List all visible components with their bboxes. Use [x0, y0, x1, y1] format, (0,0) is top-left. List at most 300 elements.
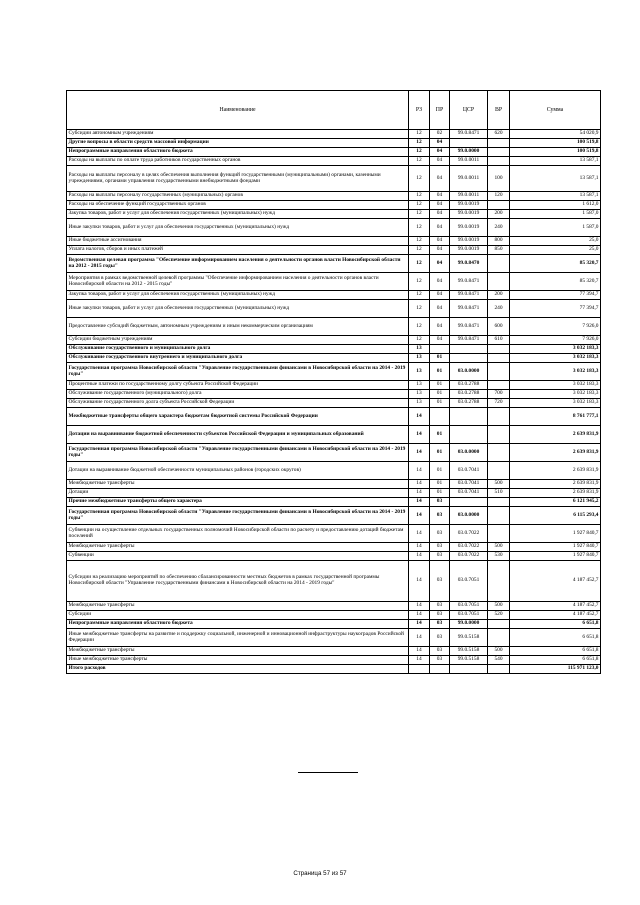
cell-name: Расходы на выплаты персоналу государственных (муниципальных) органов	[67, 192, 409, 201]
table-row	[67, 291, 601, 300]
cell-vr: 610	[488, 336, 510, 345]
cell-vr: 530	[488, 552, 510, 561]
cell-sum: 4 187 452,7	[510, 611, 601, 620]
cell-rz: 14	[409, 602, 430, 611]
cell-name: Субвенции на осуществление отдельных государственных полномочий Новосибирской области по расчету и предоставлению дотаций бюджетам поселений	[67, 525, 409, 543]
table-row	[67, 300, 601, 318]
cell-name: Государственная программа Новосибирской области "Управление государственными финансами в Новосибирской области на 2014 - 2019 годы"	[67, 507, 409, 525]
cell-name: Непрограммные направления областного бюджета	[67, 620, 409, 629]
cell-rz: 14	[409, 507, 430, 525]
cell-sum: 1 587,0	[510, 210, 601, 219]
cell-rz: 12	[409, 300, 430, 318]
expenditure-table	[66, 90, 601, 674]
table-row	[67, 462, 601, 480]
cell-pr: 03	[430, 525, 450, 543]
cell-pr	[430, 408, 450, 426]
cell-rz: 12	[409, 237, 430, 246]
end-rule	[298, 772, 358, 773]
cell-rz: 12	[409, 318, 430, 336]
header-vr: ВР	[488, 91, 510, 130]
cell-pr: 01	[430, 444, 450, 462]
cell-vr: 500	[488, 480, 510, 489]
cell-vr: 200	[488, 210, 510, 219]
cell-pr: 03	[430, 629, 450, 647]
cell-vr	[488, 408, 510, 426]
cell-csr: 99.0.5158	[450, 647, 488, 656]
cell-name: Дотации на выравнивание бюджетной обеспеченности субъектов Российской Федерации и муниципальных образований	[67, 426, 409, 444]
cell-csr: 03.0.7022	[450, 525, 488, 543]
table-row	[67, 390, 601, 399]
cell-pr: 04	[430, 192, 450, 201]
cell-vr	[488, 426, 510, 444]
total-pr	[430, 665, 450, 674]
cell-rz: 14	[409, 620, 430, 629]
cell-pr: 01	[430, 426, 450, 444]
cell-rz: 12	[409, 201, 430, 210]
cell-pr: 01	[430, 354, 450, 363]
header-rz: РЗ	[409, 91, 430, 130]
table-row	[67, 139, 601, 148]
table-row	[67, 480, 601, 489]
cell-sum: 4 187 452,7	[510, 602, 601, 611]
cell-rz: 14	[409, 498, 430, 507]
cell-csr: 03.0.2788	[450, 381, 488, 390]
cell-vr	[488, 444, 510, 462]
cell-sum: 1 612,0	[510, 201, 601, 210]
cell-pr: 04	[430, 201, 450, 210]
total-vr	[488, 665, 510, 674]
table-row	[67, 237, 601, 246]
table-row	[67, 354, 601, 363]
cell-name: Субсидии	[67, 611, 409, 620]
cell-rz: 14	[409, 543, 430, 552]
cell-pr: 03	[430, 620, 450, 629]
cell-name: Субсидии автономным учреждениям	[67, 130, 409, 139]
cell-sum: 1 927 840,7	[510, 552, 601, 561]
cell-pr: 01	[430, 480, 450, 489]
table-row	[67, 543, 601, 552]
table-row	[67, 210, 601, 219]
cell-vr	[488, 157, 510, 166]
cell-vr	[488, 201, 510, 210]
cell-name: Мероприятия в рамках ведомственной целевой программы "Обеспечение информированием населения о деятельности органов власти Новосибирской области на 2012 - 2015 годы"	[67, 273, 409, 291]
cell-pr: 04	[430, 219, 450, 237]
cell-csr	[450, 354, 488, 363]
cell-name: Ведомственная целевая программа "Обеспечение информированием населения о деятельности органов власти Новосибирской области на 2012 - 2015 годы"	[67, 255, 409, 273]
cell-rz: 12	[409, 246, 430, 255]
cell-sum: 85 320,7	[510, 273, 601, 291]
cell-sum: 6 115 293,4	[510, 507, 601, 525]
cell-vr	[488, 381, 510, 390]
cell-sum: 7 926,0	[510, 336, 601, 345]
cell-rz: 14	[409, 552, 430, 561]
table-row	[67, 192, 601, 201]
cell-rz: 14	[409, 426, 430, 444]
cell-name: Иные межбюджетные трансферты на развитие и поддержку социальной, инженерной и инновационной инфраструктуры наукоградов Российской Федерации	[67, 629, 409, 647]
table-row	[67, 166, 601, 192]
header-name: Наименование	[67, 91, 409, 130]
total-label: Итого расходов	[67, 665, 409, 674]
cell-csr: 99.0.5158	[450, 629, 488, 647]
cell-vr: 510	[488, 489, 510, 498]
cell-name: Субсидии на реализацию мероприятий по обеспечению сбалансированности местных бюджетов в рамках государственной программы Новосибирской области "Управление государственными финансами в Новосибирской области на 2014 - 2019 годы"	[67, 561, 409, 602]
header-pr: ПР	[430, 91, 450, 130]
cell-csr	[450, 345, 488, 354]
cell-pr: 02	[430, 130, 450, 139]
cell-sum: 85 320,7	[510, 255, 601, 273]
cell-vr	[488, 507, 510, 525]
cell-sum: 6 121 945,2	[510, 498, 601, 507]
cell-name: Обслуживание государственного внутреннего и муниципального долга	[67, 354, 409, 363]
cell-vr: 600	[488, 318, 510, 336]
cell-rz: 12	[409, 157, 430, 166]
cell-sum: 8 761 777,1	[510, 408, 601, 426]
cell-vr	[488, 462, 510, 480]
cell-vr	[488, 620, 510, 629]
cell-name: Межбюджетные трансферты	[67, 543, 409, 552]
cell-vr	[488, 255, 510, 273]
cell-pr: 01	[430, 399, 450, 408]
table-row	[67, 489, 601, 498]
cell-sum: 100 519,8	[510, 139, 601, 148]
cell-csr: 03.0.2788	[450, 390, 488, 399]
table-row	[67, 602, 601, 611]
cell-pr: 01	[430, 462, 450, 480]
cell-vr: 500	[488, 543, 510, 552]
total-row	[67, 665, 601, 674]
cell-sum: 3 032 183,3	[510, 363, 601, 381]
table-row	[67, 611, 601, 620]
cell-name: Обслуживание государственного долга субъекта Российской Федерации	[67, 399, 409, 408]
cell-pr: 03	[430, 543, 450, 552]
cell-name: Субвенции	[67, 552, 409, 561]
cell-csr	[450, 426, 488, 444]
cell-pr: 04	[430, 273, 450, 291]
cell-pr: 04	[430, 318, 450, 336]
table-row	[67, 201, 601, 210]
cell-rz: 13	[409, 345, 430, 354]
cell-rz: 14	[409, 408, 430, 426]
cell-sum: 25,0	[510, 246, 601, 255]
table-row	[67, 273, 601, 291]
cell-pr: 03	[430, 656, 450, 665]
table-row	[67, 336, 601, 345]
cell-pr: 04	[430, 291, 450, 300]
cell-csr	[450, 408, 488, 426]
cell-vr: 540	[488, 656, 510, 665]
cell-name: Дотации	[67, 489, 409, 498]
table-row	[67, 318, 601, 336]
cell-csr: 03.0.7041	[450, 489, 488, 498]
cell-pr: 04	[430, 157, 450, 166]
page-footer: Страница 57 из 57	[293, 870, 347, 877]
cell-vr	[488, 148, 510, 157]
cell-name: Другие вопросы в области средств массовой информации	[67, 139, 409, 148]
cell-sum: 2 639 831,9	[510, 480, 601, 489]
cell-sum: 25,0	[510, 237, 601, 246]
cell-csr: 99.0.0011	[450, 192, 488, 201]
cell-rz: 14	[409, 647, 430, 656]
cell-rz: 14	[409, 561, 430, 602]
cell-pr: 04	[430, 237, 450, 246]
cell-name: Межбюджетные трансферты	[67, 647, 409, 656]
table-row	[67, 219, 601, 237]
cell-csr: 03.0.0000	[450, 444, 488, 462]
cell-csr	[450, 498, 488, 507]
cell-sum: 1 927 840,7	[510, 543, 601, 552]
cell-sum: 3 032 183,3	[510, 345, 601, 354]
cell-name: Обслуживание государственного и муниципального долга	[67, 345, 409, 354]
cell-name: Иные закупки товаров, работ и услуг для обеспечения государственных (муниципальных) нужд	[67, 300, 409, 318]
cell-rz: 13	[409, 381, 430, 390]
total-csr	[450, 665, 488, 674]
cell-vr: 200	[488, 291, 510, 300]
cell-sum: 6 651,8	[510, 647, 601, 656]
cell-vr	[488, 273, 510, 291]
cell-vr: 800	[488, 237, 510, 246]
cell-rz: 12	[409, 166, 430, 192]
cell-pr: 04	[430, 210, 450, 219]
cell-csr: 03.0.0000	[450, 507, 488, 525]
cell-sum: 77 394,7	[510, 300, 601, 318]
cell-csr: 03.0.7041	[450, 462, 488, 480]
cell-pr: 04	[430, 148, 450, 157]
cell-csr: 99.0.0019	[450, 201, 488, 210]
cell-name: Расходы на выплаты персоналу в целях обеспечения выполнения функций государственными (муниципальными) органами, казенными учреждениями, органами управления государственными внебюджетными фондами	[67, 166, 409, 192]
cell-rz: 13	[409, 354, 430, 363]
cell-sum: 7 926,0	[510, 318, 601, 336]
cell-vr: 520	[488, 611, 510, 620]
table-row	[67, 408, 601, 426]
table-row	[67, 552, 601, 561]
table-row	[67, 620, 601, 629]
cell-rz: 13	[409, 399, 430, 408]
cell-sum: 2 639 831,9	[510, 444, 601, 462]
cell-csr: 99.0.8471	[450, 273, 488, 291]
cell-csr: 99.0.0019	[450, 219, 488, 237]
cell-rz: 12	[409, 148, 430, 157]
cell-sum: 6 651,8	[510, 620, 601, 629]
cell-sum: 1 927 840,7	[510, 525, 601, 543]
cell-rz: 12	[409, 273, 430, 291]
cell-vr: 120	[488, 192, 510, 201]
cell-sum: 3 032 183,3	[510, 399, 601, 408]
cell-pr: 01	[430, 390, 450, 399]
cell-vr: 720	[488, 399, 510, 408]
cell-csr: 03.0.7041	[450, 480, 488, 489]
cell-csr: 03.0.7051	[450, 602, 488, 611]
cell-vr	[488, 498, 510, 507]
cell-csr: 03.0.2788	[450, 399, 488, 408]
cell-name: Расходы на выплаты по оплате труда работников государственных органов	[67, 157, 409, 166]
cell-name: Иные закупки товаров, работ и услуг для обеспечения государственных (муниципальных) нужд	[67, 219, 409, 237]
cell-rz: 14	[409, 462, 430, 480]
cell-sum: 54 020,9	[510, 130, 601, 139]
cell-name: Дотации на выравнивание бюджетной обеспеченности муниципальных районов (городских округов)	[67, 462, 409, 480]
cell-sum: 13 587,1	[510, 166, 601, 192]
cell-name: Процентные платежи по государственному долгу субъекта Российской Федерации	[67, 381, 409, 390]
cell-vr	[488, 354, 510, 363]
cell-pr: 03	[430, 552, 450, 561]
cell-sum: 2 639 831,9	[510, 489, 601, 498]
total-sum: 115 971 123,0	[510, 665, 601, 674]
cell-csr: 99.0.0019	[450, 210, 488, 219]
cell-vr	[488, 561, 510, 602]
table-row	[67, 444, 601, 462]
cell-csr: 99.0.8471	[450, 336, 488, 345]
cell-pr: 03	[430, 561, 450, 602]
table-row	[67, 525, 601, 543]
cell-name: Прочие межбюджетные трансферты общего характера	[67, 498, 409, 507]
cell-csr: 99.0.0000	[450, 148, 488, 157]
cell-name: Государственная программа Новосибирской области "Управление государственными финансами в Новосибирской области на 2014 - 2019 годы"	[67, 363, 409, 381]
table-row	[67, 345, 601, 354]
cell-rz: 14	[409, 489, 430, 498]
cell-csr: 99.0.0000	[450, 620, 488, 629]
cell-pr: 01	[430, 489, 450, 498]
cell-pr: 03	[430, 647, 450, 656]
cell-csr: 03.0.7022	[450, 552, 488, 561]
table-row	[67, 656, 601, 665]
cell-pr: 01	[430, 381, 450, 390]
cell-vr	[488, 345, 510, 354]
cell-csr: 99.0.0019	[450, 237, 488, 246]
cell-rz: 12	[409, 210, 430, 219]
header-csr: ЦСР	[450, 91, 488, 130]
cell-vr: 240	[488, 219, 510, 237]
cell-sum: 2 639 831,9	[510, 462, 601, 480]
cell-name: Уплата налогов, сборов и иных платежей	[67, 246, 409, 255]
cell-sum: 13 587,1	[510, 192, 601, 201]
cell-rz: 12	[409, 130, 430, 139]
cell-csr: 99.0.8471	[450, 300, 488, 318]
cell-csr: 03.0.7051	[450, 611, 488, 620]
cell-vr	[488, 363, 510, 381]
table-row	[67, 255, 601, 273]
cell-rz: 12	[409, 291, 430, 300]
cell-csr: 03.0.0000	[450, 363, 488, 381]
cell-csr: 99.0.8471	[450, 130, 488, 139]
cell-name: Иные межбюджетные трансферты	[67, 656, 409, 665]
cell-pr: 03	[430, 602, 450, 611]
cell-pr: 04	[430, 300, 450, 318]
cell-rz: 14	[409, 444, 430, 462]
cell-sum: 3 032 183,3	[510, 381, 601, 390]
cell-vr	[488, 139, 510, 148]
cell-name: Предоставление субсидий бюджетным, автономным учреждениям и иным некоммерческим организациям	[67, 318, 409, 336]
cell-pr	[430, 345, 450, 354]
cell-vr: 100	[488, 166, 510, 192]
cell-sum: 13 587,1	[510, 157, 601, 166]
cell-name: Межбюджетные трансферты общего характера бюджетам бюджетной системы Российской Федерации	[67, 408, 409, 426]
table-row	[67, 426, 601, 444]
cell-sum: 6 651,8	[510, 629, 601, 647]
cell-rz: 12	[409, 139, 430, 148]
cell-pr: 03	[430, 498, 450, 507]
cell-pr: 04	[430, 166, 450, 192]
cell-sum: 77 394,7	[510, 291, 601, 300]
cell-csr: 03.0.7022	[450, 543, 488, 552]
cell-name: Иные бюджетные ассигнования	[67, 237, 409, 246]
cell-rz: 14	[409, 480, 430, 489]
cell-pr: 03	[430, 507, 450, 525]
total-rz	[409, 665, 430, 674]
cell-pr: 04	[430, 336, 450, 345]
cell-pr: 01	[430, 363, 450, 381]
cell-name: Расходы на обеспечение функций государственных органов	[67, 201, 409, 210]
cell-vr: 620	[488, 130, 510, 139]
table-row	[67, 381, 601, 390]
cell-csr: 99.0.8470	[450, 255, 488, 273]
table-header-row	[67, 91, 601, 130]
cell-csr: 99.0.0011	[450, 166, 488, 192]
cell-vr	[488, 629, 510, 647]
cell-vr: 500	[488, 602, 510, 611]
cell-csr: 99.0.8471	[450, 318, 488, 336]
cell-vr	[488, 525, 510, 543]
cell-name: Закупка товаров, работ и услуг для обеспечения государственных (муниципальных) нужд	[67, 210, 409, 219]
cell-sum: 3 032 183,3	[510, 390, 601, 399]
table-row	[67, 246, 601, 255]
cell-sum: 4 187 452,7	[510, 561, 601, 602]
table-row	[67, 507, 601, 525]
cell-name: Межбюджетные трансферты	[67, 602, 409, 611]
cell-rz: 12	[409, 336, 430, 345]
cell-vr: 500	[488, 647, 510, 656]
cell-pr: 03	[430, 611, 450, 620]
cell-name: Закупка товаров, работ и услуг для обеспечения государственных (муниципальных) нужд	[67, 291, 409, 300]
cell-vr: 700	[488, 390, 510, 399]
cell-name: Государственная программа Новосибирской области "Управление государственными финансами в Новосибирской области на 2014 - 2019 годы"	[67, 444, 409, 462]
cell-rz: 14	[409, 525, 430, 543]
cell-pr: 04	[430, 246, 450, 255]
cell-pr: 04	[430, 139, 450, 148]
cell-csr: 99.0.8471	[450, 291, 488, 300]
cell-csr: 99.0.0019	[450, 246, 488, 255]
table-row	[67, 399, 601, 408]
table-row	[67, 157, 601, 166]
table-body	[67, 130, 601, 665]
cell-vr: 240	[488, 300, 510, 318]
table-row	[67, 130, 601, 139]
cell-vr: 850	[488, 246, 510, 255]
cell-csr: 99.0.5158	[450, 656, 488, 665]
cell-csr: 03.0.7051	[450, 561, 488, 602]
header-sum: Сумма	[510, 91, 601, 130]
cell-name: Межбюджетные трансферты	[67, 480, 409, 489]
cell-rz: 13	[409, 363, 430, 381]
cell-rz: 12	[409, 192, 430, 201]
cell-csr	[450, 139, 488, 148]
table-row	[67, 498, 601, 507]
cell-sum: 100 519,8	[510, 148, 601, 157]
cell-rz: 13	[409, 390, 430, 399]
table-row	[67, 363, 601, 381]
cell-pr: 04	[430, 255, 450, 273]
cell-name: Обслуживание государственного (муниципального) долга	[67, 390, 409, 399]
cell-sum: 1 587,0	[510, 219, 601, 237]
cell-rz: 14	[409, 656, 430, 665]
table-row	[67, 148, 601, 157]
cell-sum: 3 032 183,3	[510, 354, 601, 363]
cell-sum: 2 639 831,9	[510, 426, 601, 444]
cell-rz: 12	[409, 219, 430, 237]
cell-rz: 14	[409, 611, 430, 620]
cell-name: Субсидии бюджетным учреждениям	[67, 336, 409, 345]
table-row	[67, 647, 601, 656]
table-row	[67, 561, 601, 602]
cell-name: Непрограммные направления областного бюджета	[67, 148, 409, 157]
